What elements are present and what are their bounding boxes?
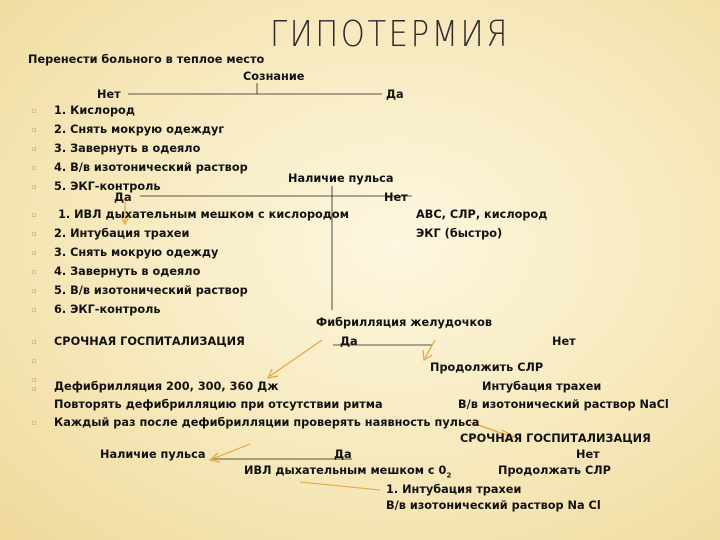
text-repeat-defibrillation: Повторять дефибрилляцию при отсутствии ритма	[54, 398, 383, 411]
bullet-icon: ▫	[32, 164, 37, 172]
bullet-icon: ▫	[32, 287, 37, 295]
step-intubation: 2. Интубация трахеи	[54, 227, 190, 240]
arrow-fib-no	[423, 340, 435, 360]
step-intubation-3: 1. Интубация трахеи	[386, 483, 522, 496]
bullet-icon: ▫	[32, 211, 37, 219]
label-pulse-yes: Да	[114, 191, 132, 204]
step-intubation-2: Интубация трахеи	[482, 380, 602, 393]
text-move-patient: Перенести больного в теплое место	[28, 53, 265, 66]
line-intubation-orange	[300, 482, 380, 490]
label-pulse-no-2: Нет	[576, 448, 600, 461]
bullet-icon: ▫	[32, 338, 37, 346]
step-oxygen: 1. Кислород	[54, 104, 135, 117]
step-iv-nacl: В/в изотонический раствор NaCl	[458, 398, 669, 411]
bullet-icon: ▫	[32, 249, 37, 257]
step-continue-cpr: Продолжить СЛР	[430, 361, 544, 374]
bullet-icon: ▫	[32, 145, 37, 153]
slide-title: ГИПОТЕРМИЯ	[270, 14, 510, 55]
bullet-icon: ▫	[32, 183, 37, 191]
label-pulse-yes-2: Да	[334, 448, 352, 461]
step-wrap-blanket: 3. Завернуть в одеяло	[54, 142, 201, 155]
bullet-icon: ▫	[32, 230, 37, 238]
label-fibrillation-no: Нет	[552, 335, 576, 348]
step-ecg: 5. ЭКГ-контроль	[54, 180, 161, 193]
bullet-icon: ▫	[32, 376, 37, 384]
bullet-icon: ▫	[32, 268, 37, 276]
step-continue-cpr-2: Продолжать СЛР	[498, 464, 611, 477]
step-iv-nacl-2: В/в изотонический раствор Na Cl	[386, 499, 601, 512]
bag-ventilation-text: ИВЛ дыхательным мешком с 0	[244, 464, 447, 477]
bullet-icon: ▫	[32, 419, 37, 427]
bullet-icon: ▫	[32, 357, 37, 365]
label-pulse-presence: Наличие пульса	[288, 172, 394, 185]
step-ecg-fast: ЭКГ (быстро)	[416, 227, 503, 240]
label-fibrillation-yes: Да	[340, 335, 358, 348]
label-consciousness-no: Нет	[97, 88, 121, 101]
text-urgent-hospitalization: СРОЧНАЯ ГОСПИТАЛИЗАЦИЯ	[54, 335, 245, 348]
text-check-pulse: Каждый раз после дефибрилляции проверять наявность пульса	[54, 416, 480, 429]
step-remove-clothes-2: 3. Снять мокрую одежду	[54, 246, 219, 259]
bullet-icon: ▫	[32, 126, 37, 134]
bullet-icon: ▫	[32, 107, 37, 115]
label-pulse-presence-2: Наличие пульса	[100, 448, 206, 461]
step-abc-cpr: АВС, СЛР, кислород	[416, 208, 548, 221]
arrow-bottom-pulse	[210, 444, 250, 462]
step-iv-solution: 4. В/в изотонический раствор	[54, 161, 248, 174]
step-iv-solution-2: 5. В/в изотонический раствор	[54, 284, 248, 297]
text-urgent-hospitalization-2: СРОЧНАЯ ГОСПИТАЛИЗАЦИЯ	[460, 432, 651, 445]
bullet-icon: ▫	[32, 306, 37, 314]
bullet-icon: ▫	[32, 385, 37, 393]
label-consciousness: Сознание	[243, 70, 305, 83]
step-wrap-blanket-2: 4. Завернуть в одеяло	[54, 265, 201, 278]
label-pulse-no: Нет	[384, 191, 408, 204]
step-remove-wet-clothes: 2. Снять мокрую одеждуг	[54, 123, 225, 136]
label-ventricular-fibrillation: Фибрилляция желудочков	[316, 316, 493, 329]
o2-subscript: 2	[446, 471, 452, 480]
step-bag-ventilation-o2	[244, 464, 451, 482]
step-ecg-2: 6. ЭКГ-контроль	[54, 303, 161, 316]
arrow-fib-yes	[268, 340, 322, 378]
step-defibrillation: Дефибрилляция 200, 300, 360 Дж	[54, 380, 279, 393]
step-bag-ventilation: 1. ИВЛ дыхательным мешком с кислородом	[58, 208, 349, 221]
label-consciousness-yes: Да	[386, 88, 404, 101]
